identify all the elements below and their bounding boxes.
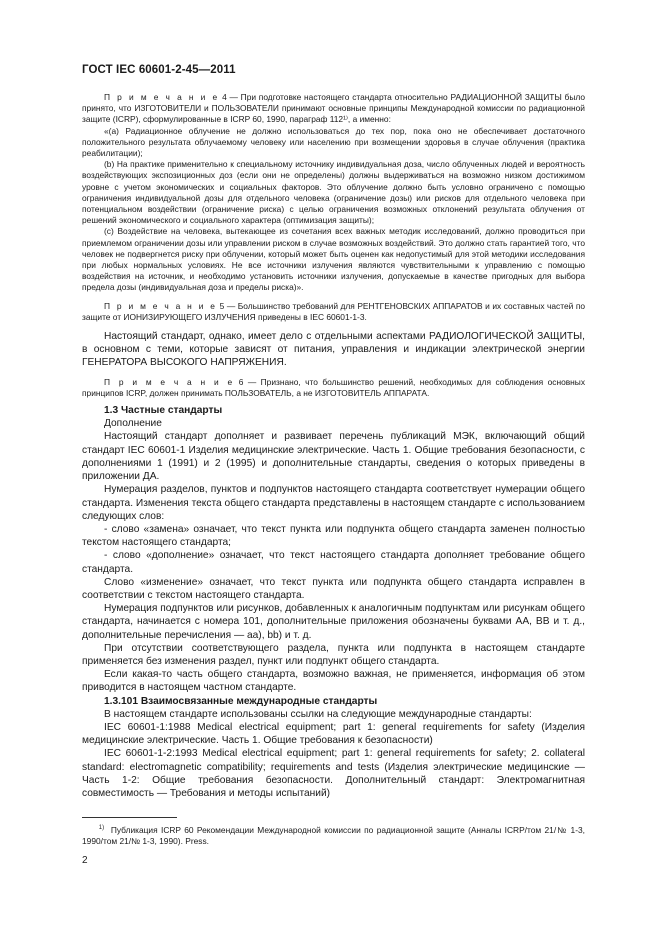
note-4-intro [82, 92, 585, 126]
note-6 [82, 377, 585, 399]
reference-item: IEC 60601-1-2:1993 Medical electrical equipment; part 1: general requirements for safety; 2. collateral standard: electromagnetic compatibility; requirements and tests (Изделия электрические медицинские — Часть 1-2: Общие требования безопасности. Дополнительный стандарт: Электромагнитная совместимость — Требования и методы испытаний) [82, 748, 585, 799]
reference-item: IEC 60601-1:1988 Medical electrical equipment; part 1: general requirements for safety (Изделия медицинские электрические. Часть 1. Общие требования к безопасности) [82, 721, 585, 747]
section-1-3-paragraph: Слово «изменение» означает, что текст пункта или подпункта общего стандарта исправлен в соответствии с текстом настоящего стандарта. [82, 576, 585, 601]
note-6-text: 6 — Признано, что большинство решений, необходимых для соблюдения основных принципов ICRP, должен принимать ПОЛЬЗОВАТЕЛЬ, а не ИЗГОТОВИТЕЛЬ АППАРАТА. [82, 376, 586, 398]
list-item: - слово «дополнение» означает, что текст настоящего стандарта дополняет требование общего стандарта. [82, 550, 585, 575]
footnote-marker: 1) [98, 825, 105, 831]
section-1-3-101-paragraph: В настоящем стандарте использованы ссылки на следующие международные стандарты: [104, 708, 532, 720]
note-4-item-a: «(a) Радиационное облучение не должно использоваться до тех пор, пока оно не обеспечивает достаточного положительного результата облучаемому человеку или населению при возмещении здоровья в случае облучения (практика реабилитации); [82, 125, 585, 159]
page-number: 2 [82, 855, 88, 866]
section-1-3-subheading: Дополнение [104, 418, 162, 430]
section-1-3-heading: 1.3 Частные стандарты [104, 405, 223, 417]
section-1-3-paragraph: При отсутствии соответствующего раздела, пункта или подпункта в настоящем стандарте применяется без изменения раздел, пункт или подпункт общего стандарта. [82, 642, 585, 667]
note-5 [82, 301, 585, 323]
note-5-text: 5 — Большинство требований для РЕНТГЕНОВСКИХ АППАРАТОВ и их составных частей по защите от ИОНИЗИРУЮЩЕГО ИЗЛУЧЕНИЯ приведены в IEC 60601-1-3. [82, 300, 586, 322]
note-label: П р и м е ч а н и е [104, 376, 235, 387]
section-1-3-paragraph: Нумерация разделов, пунктов и подпунктов настоящего стандарта соответствует нумерации общего стандарта. Изменения текста общего стандарта представлены в настоящем стандарте с использованием следующих слов: [82, 484, 585, 522]
note-label: П р и м е ч а н и е [104, 300, 218, 311]
note-4-text: 4 — При подготовке настоящего стандарта относительно РАДИАЦИОННОЙ ЗАЩИТЫ было принято, что ИЗГОТОВИТЕЛИ и ПОЛЬЗОВАТЕЛИ принимают основные принципы Международной комиссии по радиационной защите (ICRP), сформулированные в ICRP 60, 1990, параграф 112¹⁾, а именно: [82, 92, 586, 125]
note-label: П р и м е ч а н и е [104, 92, 220, 102]
section-1-3-101-heading: 1.3.101 Взаимосвязанные международные стандарты [104, 695, 378, 707]
footnote-text: Публикация ICRP 60 Рекомендации Международной комиссии по радиационной защите (Анналы ICRP/том 21/№ 1-3, 1990/том 21/№ 1-3, 1990). Press. [82, 824, 585, 846]
footnote-divider [82, 817, 177, 818]
section-1-3-paragraph: Нумерация подпунктов или рисунков, добавленных к аналогичным подпунктам или рисункам общего стандарта, начинается с номера 101, дополнительные приложения обозначены буквами АА, ВВ и т. д., дополнительные перечисления — аа), bb) и т. д. [82, 603, 585, 641]
page-content [82, 92, 585, 800]
section-1-3-paragraph: Если какая-то часть общего стандарта, возможно важная, не применяется, информация об этом приводится в настоящем частном стандарте. [82, 669, 585, 694]
note-4-item-c: (c) Воздействие на человека, вытекающее из сочетания всех важных методик исследований, должно проводиться при приемлемом ограничении дозы или управлении риском в случае возможных воздействий. Это должно стать гарантией того, что человек не подвергнется риску при облучении, который может быть оценен как недопустимый для этой методики исследования при любых нормальных условиях. Не все источники излучения являются чувствительными к управлению с помощью воздействия на источник, и необходимо установить источники излучения, допускаемые в качестве пригодных для выбора предела дозы (индивидуальная доза и пределы риска)». [82, 226, 585, 293]
document-header: ГОСТ IEC 60601-2-45—2011 [82, 64, 236, 76]
note-4-item-b: (b) На практике применительно к специальному источнику индивидуальная доза, число облученных людей и вероятность воздействующих экспозиционных доз (если они не определены) должны выдерживаться на возможно низком достижимом уровне с учетом экономических и социальных факторов. Это облучение должно быть условно ограничено с помощью ограничения индивидуальной дозы для отдельного человека (ограничение дозы) или рисков для отдельного человека при потенциальном воздействии (ограничение риска) с целью ограничения возможных отклонений результата облучения от решений экономического и социального характера (оптимизация защиты); [82, 159, 585, 226]
section-1-3-paragraph: Настоящий стандарт дополняет и развивает перечень публикаций МЭК, включающий общий стандарт IEC 60601-1 Изделия медицинские электрические. Часть 1. Общие требования безопасности, с дополнениями 1 (1991) и 2 (1995) и дополнительные стандарты, сведения о которых приведены в приложении ДА. [82, 431, 585, 483]
footnote [82, 823, 585, 847]
scope-paragraph: Настоящий стандарт, однако, имеет дело с отдельными аспектами РАДИОЛОГИЧЕСКОЙ ЗАЩИТЫ, в основном с теми, которые зависят от питания, управления и индикации электрической энергии ГЕНЕРАТОРА ВЫСОКОГО НАПРЯЖЕНИЯ. [82, 331, 585, 369]
list-item: - слово «замена» означает, что текст пункта или подпункта общего стандарта заменен полностью текстом настоящего стандарта; [82, 523, 585, 549]
